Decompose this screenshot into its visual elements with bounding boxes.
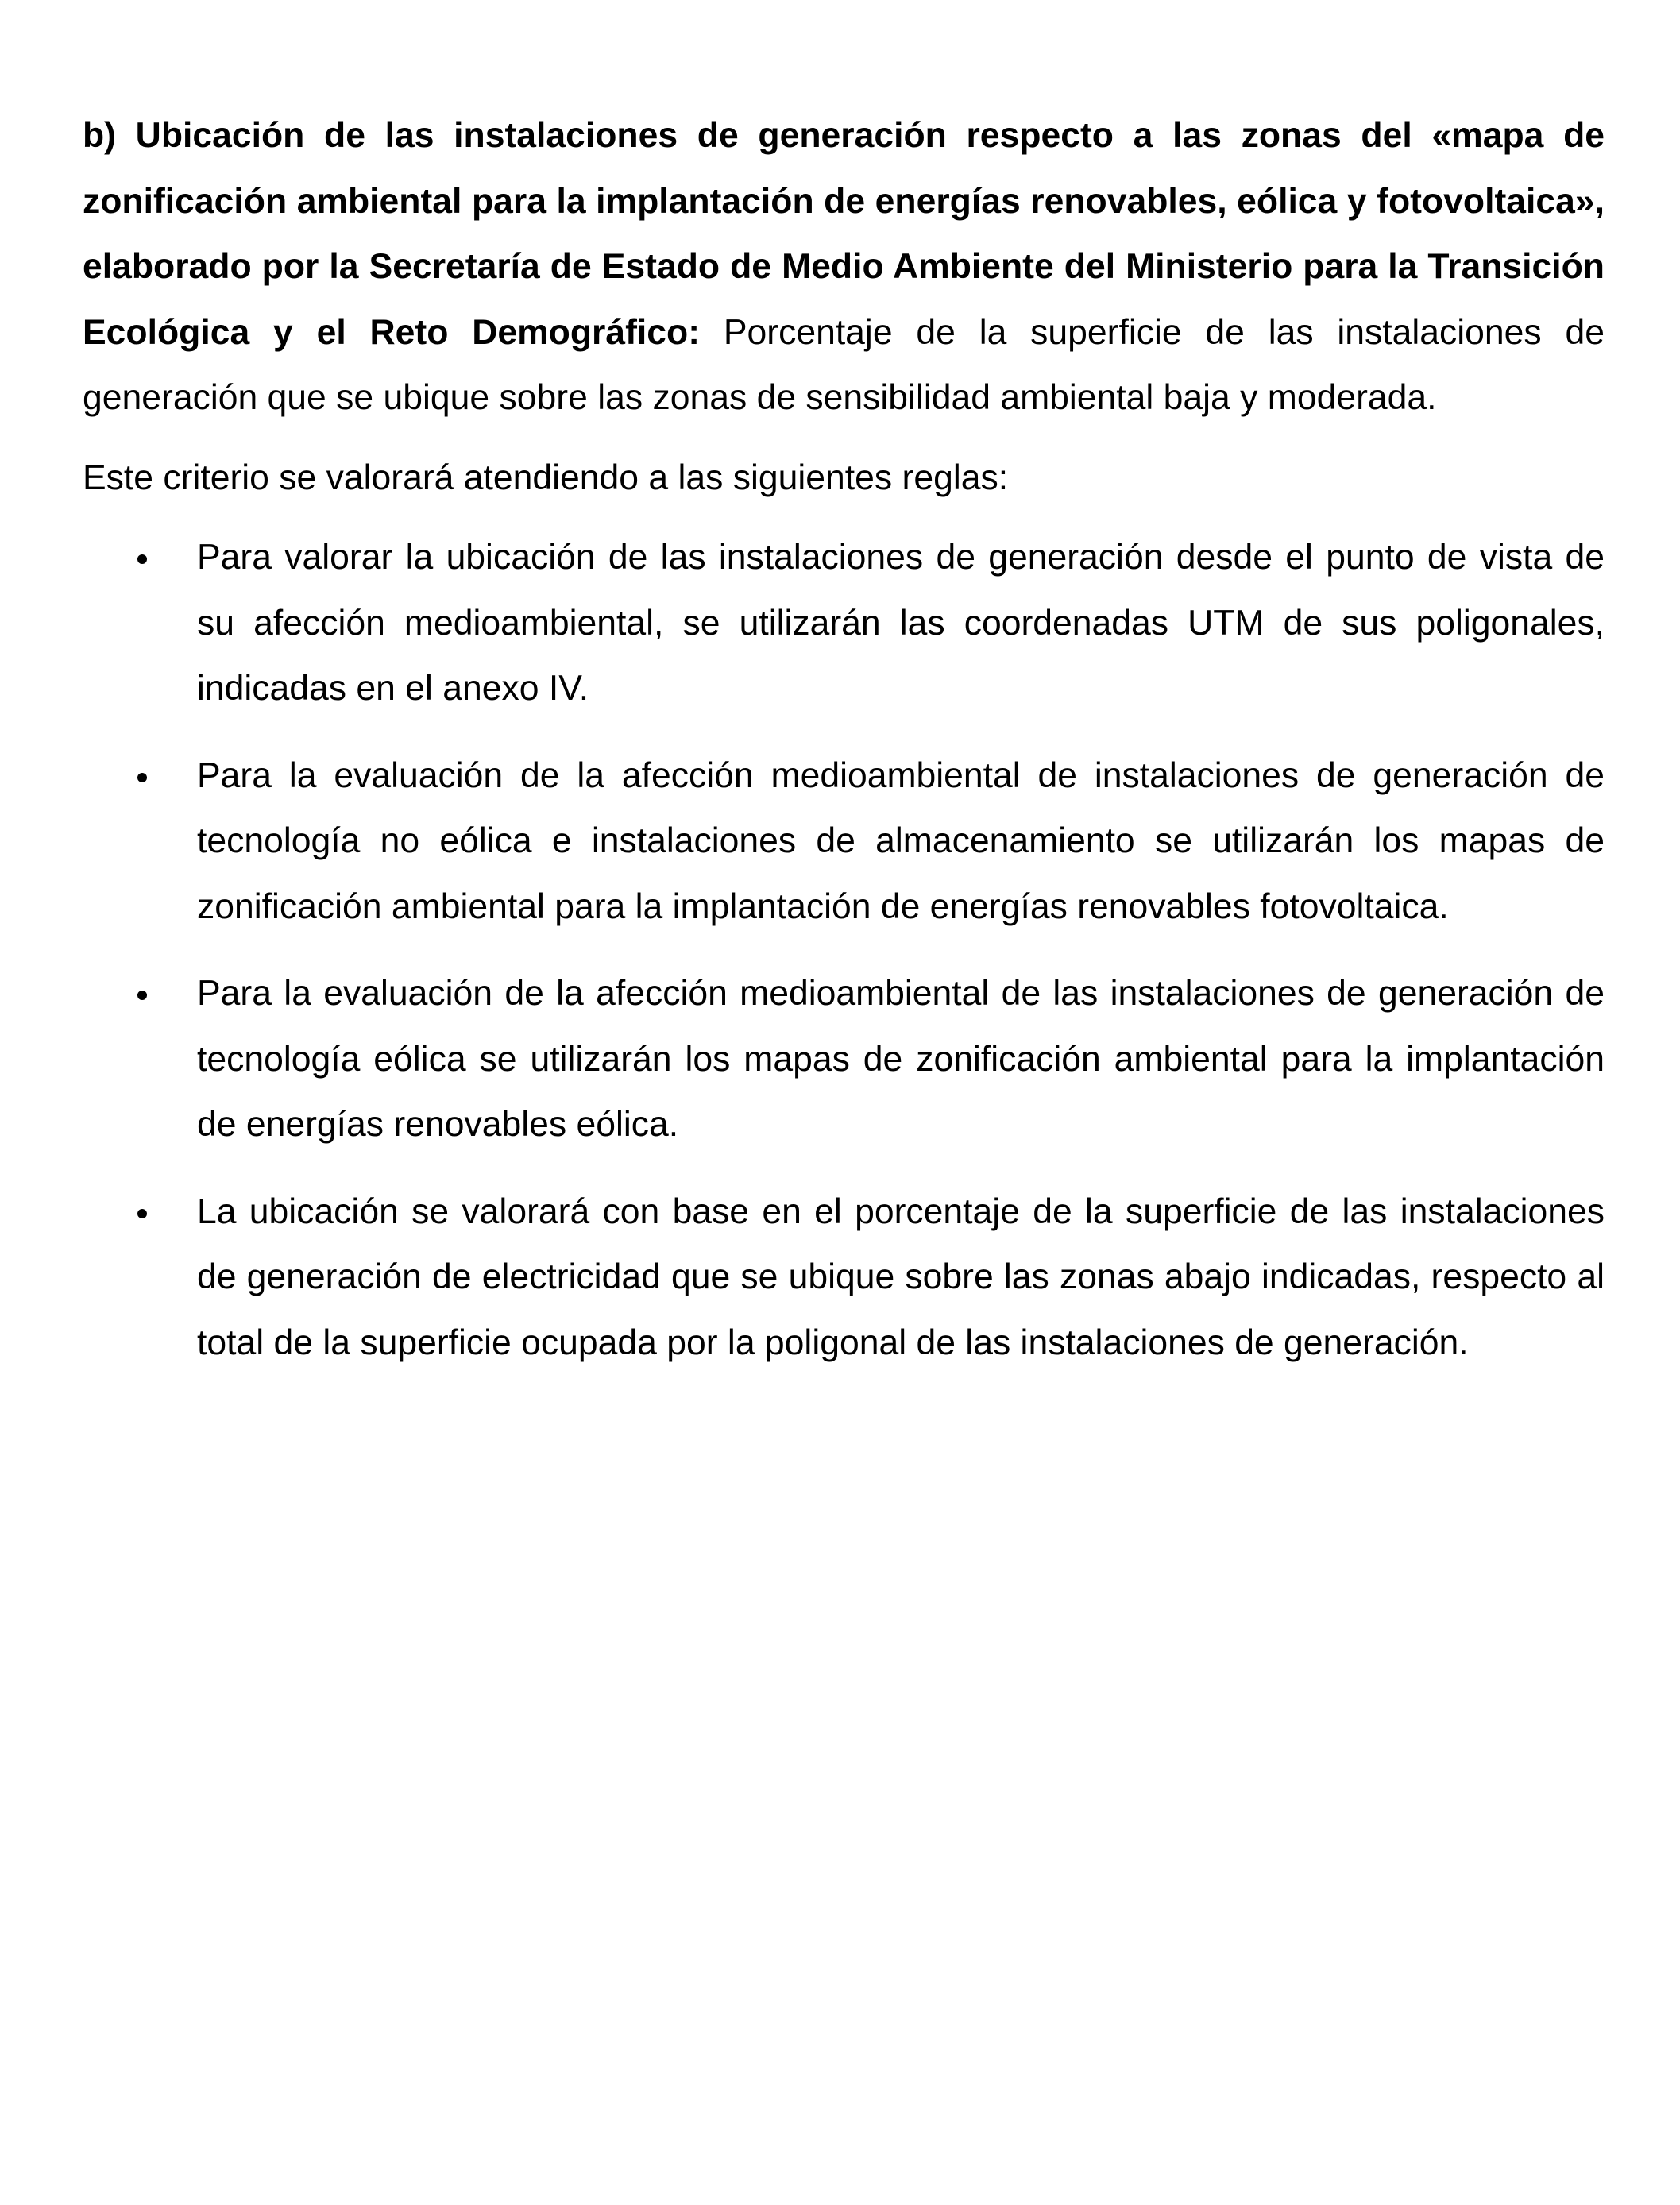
section-b-description: Porcentaje de la superficie de las instalaciones de generación que se ubique sobre las zonas de sensibilidad ambiental baja y moderada. bbox=[83, 312, 1605, 417]
list-item-text: Para la evaluación de la afección medioambiental de instalaciones de generación de tecnología no eólica e instalaciones de almacenamiento se utilizarán los mapas de zonificación ambiental para la implantación de energías renovables fotovoltaica. bbox=[197, 755, 1605, 926]
bullet-icon bbox=[137, 773, 147, 782]
rules-list bbox=[83, 525, 1605, 1376]
list-item-text: Para la evaluación de la afección medioambiental de las instalaciones de generación de tecnología eólica se utilizarán los mapas de zonificación ambiental para la implantación de energías renovables eólica. bbox=[197, 974, 1605, 1144]
bullet-icon bbox=[137, 991, 147, 1000]
section-b-paragraph bbox=[83, 103, 1605, 431]
list-item bbox=[83, 743, 1605, 940]
bullet-icon bbox=[137, 554, 147, 564]
list-item-text: La ubicación se valorará con base en el porcentaje de la superficie de las instalaciones de generación de electricidad que se ubique sobre las zonas abajo indicadas, respecto al total de la superficie ocupada por la poligonal de las instalaciones de generación. bbox=[197, 1191, 1605, 1362]
criteria-intro: Este criterio se valorará atendiendo a las siguientes reglas: bbox=[83, 458, 1009, 497]
list-item bbox=[83, 525, 1605, 722]
section-b-heading: b) Ubicación de las instalaciones de generación respecto a las zonas del «mapa de zonificación ambiental para la implantación de energías renovables, eólica y fotovoltaica», elaborado por la Secretaría de Estado de Medio Ambiente del Ministerio para la Transición Ecológica y el Reto Demográfico: bbox=[83, 116, 1605, 352]
bullet-icon bbox=[137, 1209, 147, 1218]
list-item bbox=[83, 1180, 1605, 1377]
list-item-text: Para valorar la ubicación de las instalaciones de generación desde el punto de vista de su afección medioambiental, se utilizarán las coordenadas UTM de sus poligonales, indicadas en el anexo IV. bbox=[197, 538, 1605, 708]
document-page bbox=[83, 103, 1605, 1397]
list-item bbox=[83, 961, 1605, 1158]
